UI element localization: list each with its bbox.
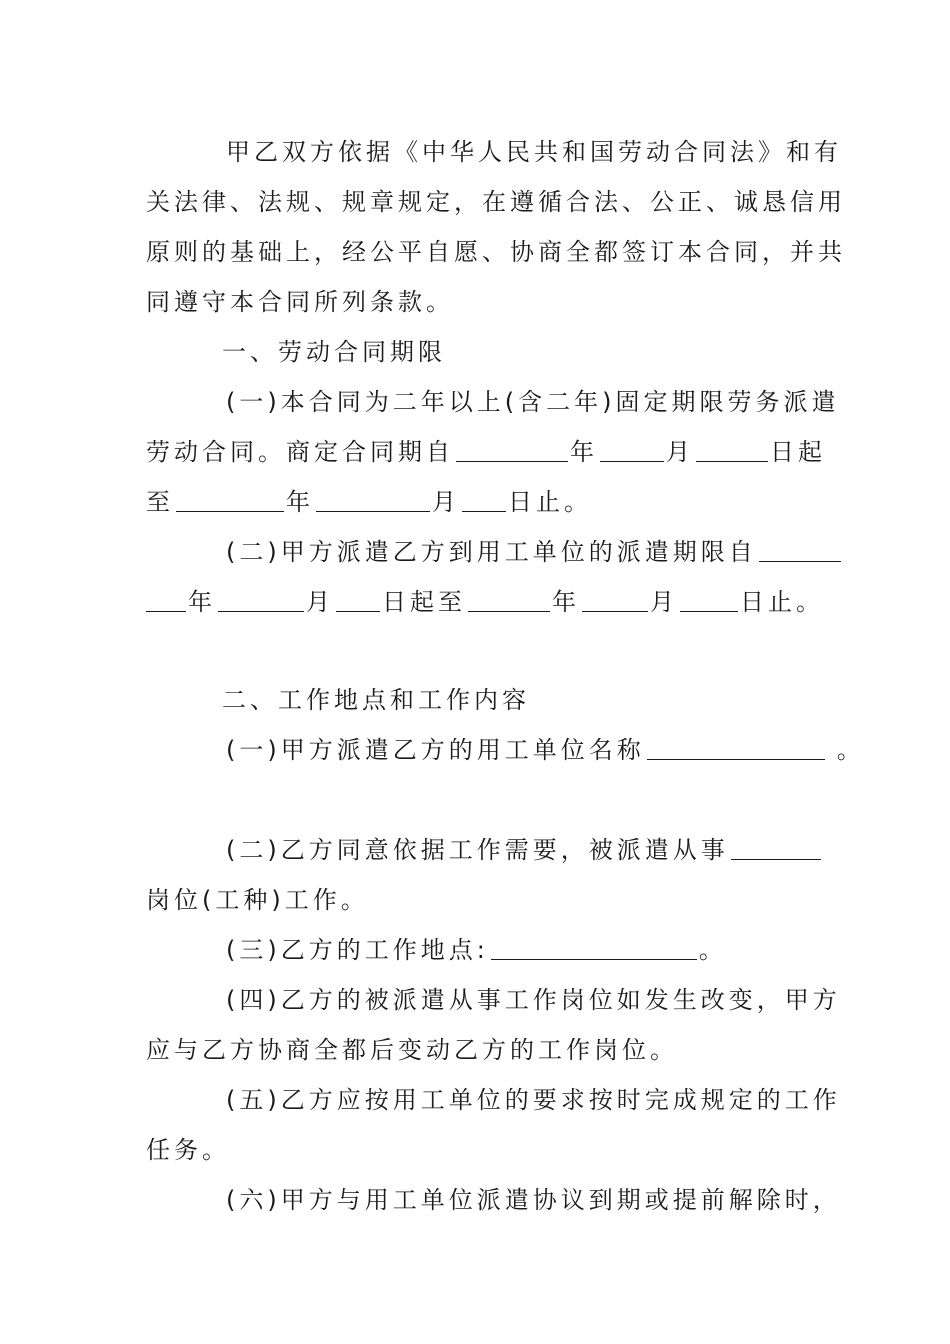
label-year: 年 bbox=[286, 488, 314, 516]
s2-item2-line1 bbox=[226, 834, 823, 866]
label-day-from-to: 日起至 bbox=[382, 588, 466, 616]
blank-end-month bbox=[316, 487, 430, 512]
blank-dispatch-day bbox=[336, 587, 380, 612]
s2-item3 bbox=[226, 934, 727, 966]
blank-end-day bbox=[462, 487, 506, 512]
blank-dispatch-year-b bbox=[146, 587, 186, 612]
intro-line-4: 同遵守本合同所列条款。 bbox=[146, 288, 454, 316]
label-month: 月 bbox=[650, 588, 678, 616]
label-month: 月 bbox=[432, 488, 460, 516]
s2-item6-line1: (六)甲方与用工单位派遣协议到期或提前解除时， bbox=[226, 1186, 841, 1214]
blank-dispatch-end-year bbox=[468, 587, 550, 612]
s2-item3-end: 。 bbox=[698, 936, 727, 964]
label-day-end: 日止。 bbox=[740, 588, 824, 616]
s2-item2-text: (二)乙方同意依据工作需要，被派遣从事 bbox=[226, 836, 729, 864]
label-to: 至 bbox=[146, 488, 174, 516]
blank-start-month bbox=[600, 437, 664, 462]
s1-item1-line2 bbox=[146, 436, 826, 468]
section-1-heading: 一、劳动合同期限 bbox=[222, 338, 446, 366]
s2-item5-line1: (五)乙方应按用工单位的要求按时完成规定的工作 bbox=[226, 1086, 841, 1114]
s2-item1 bbox=[226, 734, 865, 766]
s1-item2-line2 bbox=[146, 586, 824, 618]
blank-dispatch-end-day bbox=[680, 587, 738, 612]
s2-item2-line2: 岗位(工种)工作。 bbox=[146, 886, 369, 914]
blank-dispatch-month bbox=[218, 587, 304, 612]
s1-item1-line2-text: 劳动合同。商定合同期自 bbox=[146, 438, 454, 466]
s1-item2-text: (二)甲方派遣乙方到用工单位的派遣期限自 bbox=[226, 538, 757, 566]
s1-item1-line1: (一)本合同为二年以上(含二年)固定期限劳务派遣 bbox=[226, 388, 840, 416]
intro-line-2: 关法律、法规、规章规定，在遵循合法、公正、诚恳信用 bbox=[146, 188, 846, 216]
s2-item4-line2: 应与乙方协商全都后变动乙方的工作岗位。 bbox=[146, 1036, 678, 1064]
blank-start-year bbox=[456, 437, 568, 462]
label-month: 月 bbox=[666, 438, 694, 466]
label-day-end: 日止。 bbox=[508, 488, 592, 516]
label-year: 年 bbox=[570, 438, 598, 466]
s1-item1-line3 bbox=[146, 486, 592, 518]
section-2-heading: 二、工作地点和工作内容 bbox=[222, 686, 530, 714]
label-year: 年 bbox=[188, 588, 216, 616]
blank-end-year bbox=[176, 487, 284, 512]
s2-item5-line2: 任务。 bbox=[146, 1136, 230, 1164]
s2-item4-line1: (四)乙方的被派遣从事工作岗位如发生改变，甲方 bbox=[226, 986, 841, 1014]
s2-item1-text: (一)甲方派遣乙方的用工单位名称 bbox=[226, 736, 645, 764]
blank-dispatch-end-month bbox=[582, 587, 648, 612]
blank-employer-name bbox=[647, 735, 825, 760]
label-year: 年 bbox=[552, 588, 580, 616]
blank-work-location bbox=[491, 935, 697, 960]
label-month: 月 bbox=[306, 588, 334, 616]
s2-item1-end: 。 bbox=[836, 736, 865, 764]
intro-line-3: 原则的基础上，经公平自愿、协商全都签订本合同，并共 bbox=[146, 238, 846, 266]
label-day-from: 日起 bbox=[770, 438, 826, 466]
blank-position bbox=[731, 835, 821, 860]
blank-dispatch-year-a bbox=[759, 537, 841, 562]
s1-item2-line1 bbox=[226, 536, 843, 568]
s2-item3-text: (三)乙方的工作地点: bbox=[226, 936, 489, 964]
blank-start-day bbox=[696, 437, 768, 462]
intro-line-1: 甲乙双方依据《中华人民共和国劳动合同法》和有 bbox=[226, 138, 842, 166]
